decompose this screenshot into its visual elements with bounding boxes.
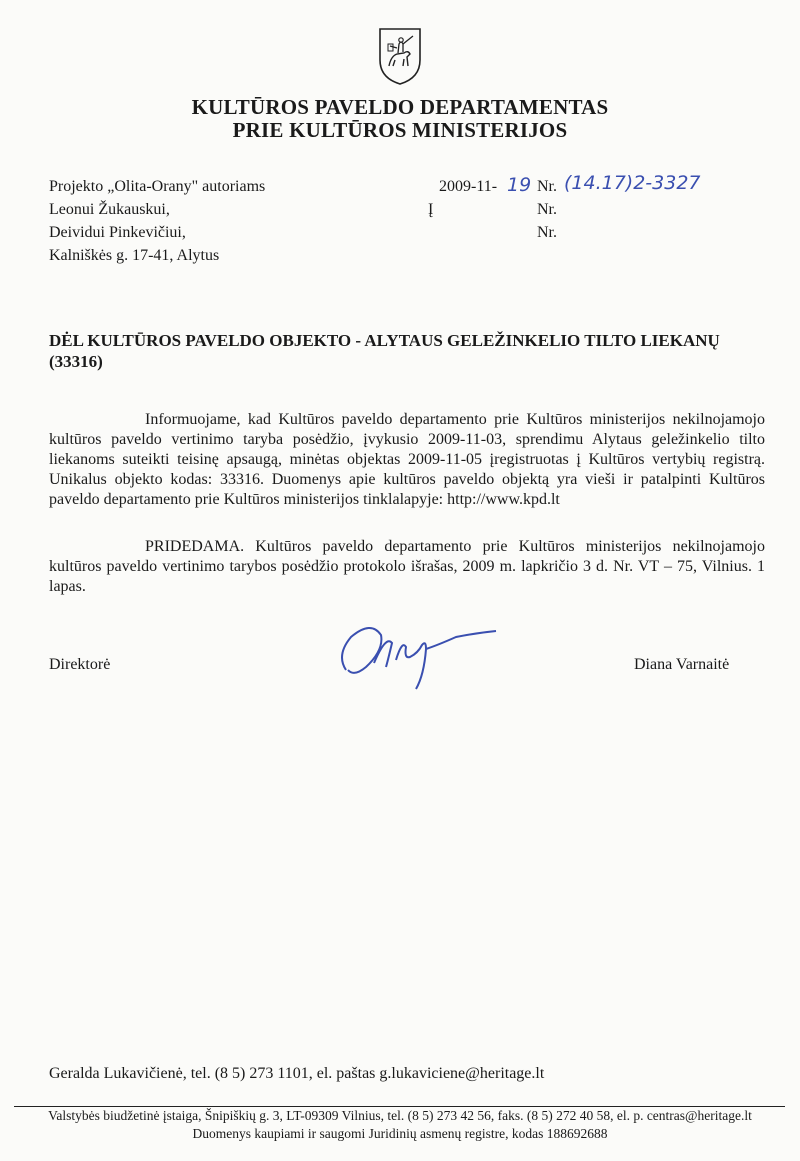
subject-line: (33316) (49, 352, 103, 371)
lithuanian-coat-of-arms-icon (377, 26, 423, 86)
handwritten-number: (14.17)2-3327 (564, 172, 701, 194)
letter-date: 2009-11- (439, 178, 498, 195)
footer-divider (14, 1106, 785, 1107)
addressee-line: Leonui Žukauskui, (49, 201, 170, 218)
addressee-line: Projekto „Olita-Orany" autoriams (49, 178, 266, 195)
signatory-name: Diana Varnaitė (634, 656, 730, 673)
number-label: Nr. (537, 224, 557, 241)
contact-person: Geralda Lukavičienė, tel. (8 5) 273 1101, el. paštas g.lukaviciene@heritage.lt (49, 1065, 545, 1082)
handwritten-day: 19 (507, 174, 532, 196)
number-label: Nr. (537, 201, 557, 218)
institution-name-line1: KULTŪROS PAVELDO DEPARTAMENTAS (191, 95, 609, 119)
body-paragraph: PRIDEDAMA. Kultūros paveldo departamento prie Kultūros ministerijos nekilnojamojo kultūros paveldo vertinimo tarybos posėdžio protokolo išrašas, 2009 m. lapkričio 3 d. Nr. VT – 75, Vilnius. 1 lapas. (49, 538, 765, 595)
handwritten-signature (326, 615, 506, 695)
footer-address: Valstybės biudžetinė įstaiga, Šnipiškių g. 3, LT-09309 Vilnius, tel. (8 5) 273 42 56, faks. (8 5) 272 40 58, el. p. centras@heritage.lt (48, 1108, 752, 1123)
addressee-line: Deividui Pinkevičiui, (49, 224, 186, 241)
subject-line: DĖL KULTŪROS PAVELDO OBJEKTO - ALYTAUS GELEŽINKELIO TILTO LIEKANŲ (49, 331, 720, 350)
body-paragraph: Informuojame, kad Kultūros paveldo departamento prie Kultūros ministerijos nekilnojamojo kultūros paveldo vertinimo taryba posėdžio, įvykusio 2009-11-03, sprendimu Alytaus geležinkelio tilto liekanoms suteikti teisinę apsaugą, minėtas objektas 2009-11-05 įregistruotas į Kultūros vertybių registrą. Unikalus objekto kodas: 33316. Duomenys apie kultūros paveldo objektą yra vieši ir patalpinti Kultūros paveldo departamento prie Kultūros ministerijos tinklalapyje: http://www.kpd.lt (49, 411, 765, 508)
reply-to-label: Į (428, 201, 434, 218)
institution-name-line2: PRIE KULTŪROS MINISTERIJOS (232, 118, 568, 142)
number-label: Nr. (537, 178, 557, 195)
footer-registry: Duomenys kaupiami ir saugomi Juridinių asmenų registre, kodas 188692688 (192, 1126, 608, 1141)
letter-subject (49, 330, 769, 372)
addressee-line: Kalniškės g. 17-41, Alytus (49, 247, 220, 264)
signatory-position: Direktorė (49, 656, 111, 673)
